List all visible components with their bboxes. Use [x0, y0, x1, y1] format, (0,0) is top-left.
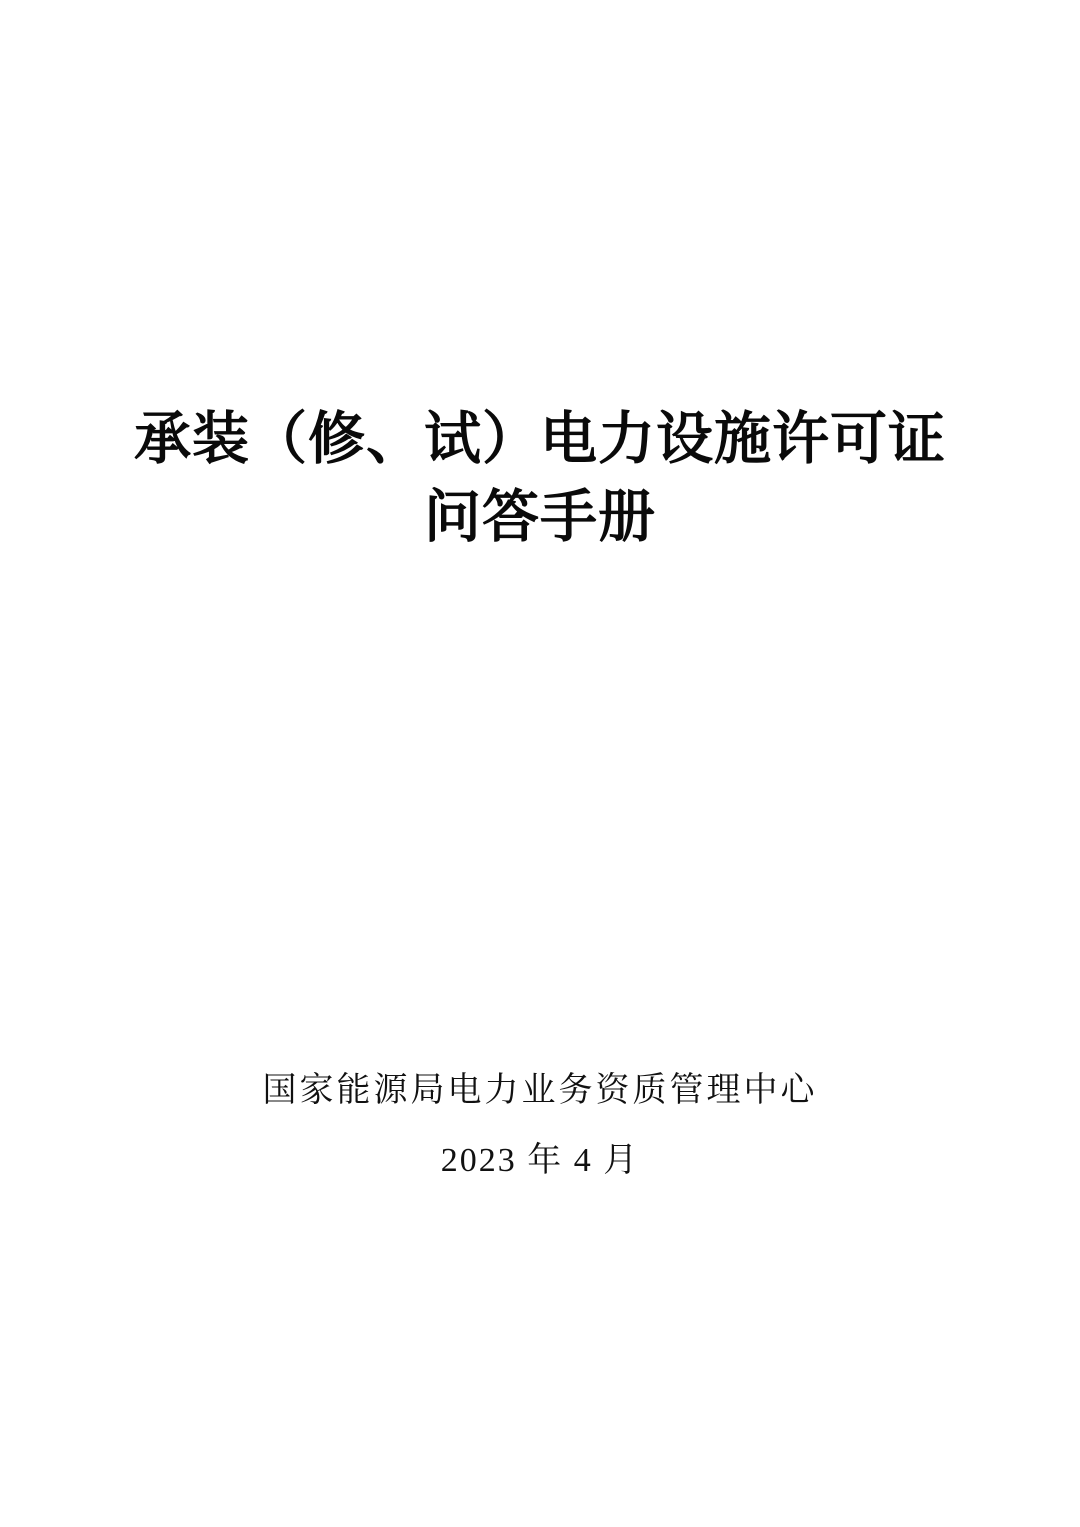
publication-date: 2023 年 4 月 [440, 1142, 640, 1179]
title-line-2: 问答手册 [424, 483, 656, 550]
document-title [0, 400, 1080, 556]
title-line-1: 承装（修、试）电力设施许可证 [134, 405, 946, 472]
document-footer [0, 1060, 1080, 1192]
publisher-name: 国家能源局电力业务资质管理中心 [262, 1072, 818, 1109]
